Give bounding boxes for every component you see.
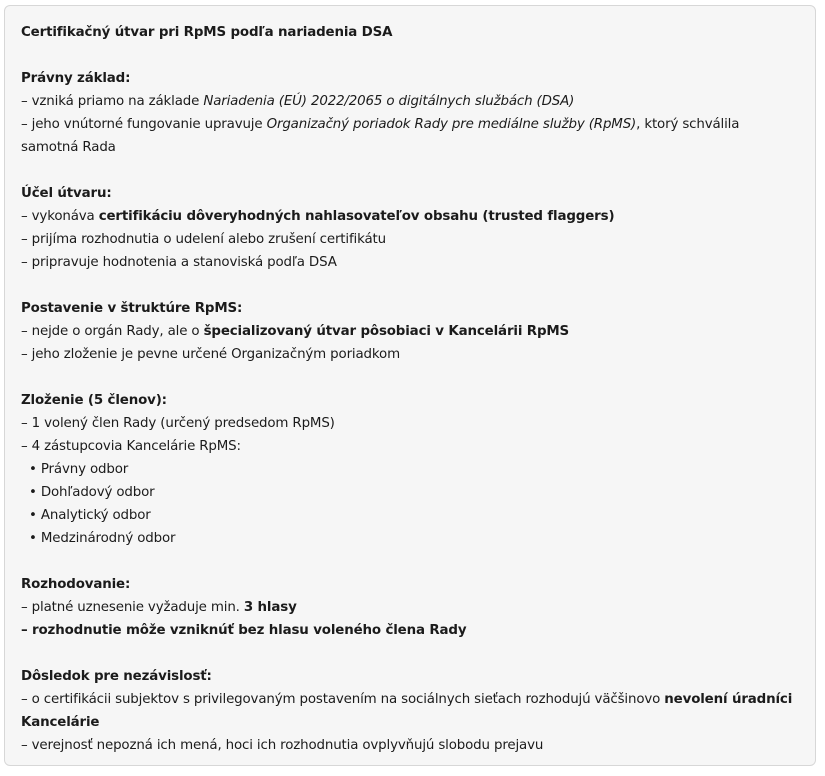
text-segment: • Právny odbor <box>29 462 129 477</box>
bullet-item <box>21 504 799 527</box>
document-title-block <box>21 21 799 44</box>
emphasis-bold: špecializovaný útvar pôsobiaci v Kancelárii RpMS <box>203 324 570 339</box>
text-segment: – verejnosť nepozná ich mená, hoci ich rozhodnutia ovplyvňujú slobodu prejavu <box>21 738 544 753</box>
text-line <box>21 435 799 458</box>
section <box>21 67 799 159</box>
text-segment: – 4 zástupcovia Kancelárie RpMS: <box>21 439 241 454</box>
text-line <box>21 412 799 435</box>
text-segment: – nejde o orgán Rady, ale o <box>21 324 204 339</box>
bullet-item <box>21 481 799 504</box>
section <box>21 573 799 642</box>
text-segment: – jeho zloženie je pevne určené Organizačným poriadkom <box>21 347 400 362</box>
text-line <box>21 688 799 734</box>
text-line <box>21 619 799 642</box>
text-segment: , ktorý schválila samotná Rada <box>21 117 740 155</box>
text-line <box>21 251 799 274</box>
text-segment: – 1 volený člen Rady (určený predsedom RpMS) <box>21 416 335 431</box>
text-segment: – prijíma rozhodnutia o udelení alebo zrušení certifikátu <box>21 232 386 247</box>
section-heading: Postavenie v štruktúre RpMS: <box>21 301 243 316</box>
emphasis-bold: certifikáciu dôveryhodných nahlasovateľov obsahu (trusted flaggers) <box>98 209 615 224</box>
text-segment: – jeho vnútorné fungovanie upravuje <box>21 117 267 132</box>
emphasis-italic: Organizačný poriadok Rady pre mediálne služby (RpMS) <box>266 117 637 132</box>
text-line <box>21 320 799 343</box>
section <box>21 297 799 366</box>
emphasis-bold: – rozhodnutie môže vzniknúť bez hlasu voleného člena Rady <box>21 623 467 638</box>
text-line <box>21 596 799 619</box>
section-heading: Právny základ: <box>21 71 131 86</box>
bullet-item <box>21 527 799 550</box>
section <box>21 182 799 274</box>
bullet-item <box>21 458 799 481</box>
text-line <box>21 734 799 757</box>
text-line <box>21 113 799 159</box>
emphasis-bold: 3 hlasy <box>243 600 297 615</box>
text-segment: – vzniká priamo na základe <box>21 94 204 109</box>
emphasis-italic: Nariadenia (EÚ) 2022/2065 o digitálnych službách (DSA) <box>203 94 575 109</box>
text-segment: • Dohľadový odbor <box>29 485 155 500</box>
sections-container <box>21 67 799 757</box>
section <box>21 389 799 550</box>
text-segment: – vykonáva <box>21 209 99 224</box>
document-title: Certifikačný útvar pri RpMS podľa nariadenia DSA <box>21 25 393 40</box>
text-segment: – o certifikácii subjektov s privilegovaným postavením na sociálnych sieťach rozhodujú väčšinovo <box>21 692 665 707</box>
text-segment: • Analytický odbor <box>29 508 151 523</box>
text-line <box>21 343 799 366</box>
text-segment: • Medzinárodný odbor <box>29 531 176 546</box>
text-line <box>21 90 799 113</box>
message-card <box>4 5 816 766</box>
text-line <box>21 228 799 251</box>
text-segment: – pripravuje hodnotenia a stanoviská podľa DSA <box>21 255 337 270</box>
section-heading: Dôsledok pre nezávislosť: <box>21 669 212 684</box>
text-segment: – platné uznesenie vyžaduje min. <box>21 600 244 615</box>
section-heading: Rozhodovanie: <box>21 577 131 592</box>
section <box>21 665 799 757</box>
section-heading: Zloženie (5 členov): <box>21 393 167 408</box>
text-line <box>21 205 799 228</box>
section-heading: Účel útvaru: <box>21 186 112 201</box>
emphasis-bold: nevolení úradníci Kancelárie <box>21 692 793 730</box>
